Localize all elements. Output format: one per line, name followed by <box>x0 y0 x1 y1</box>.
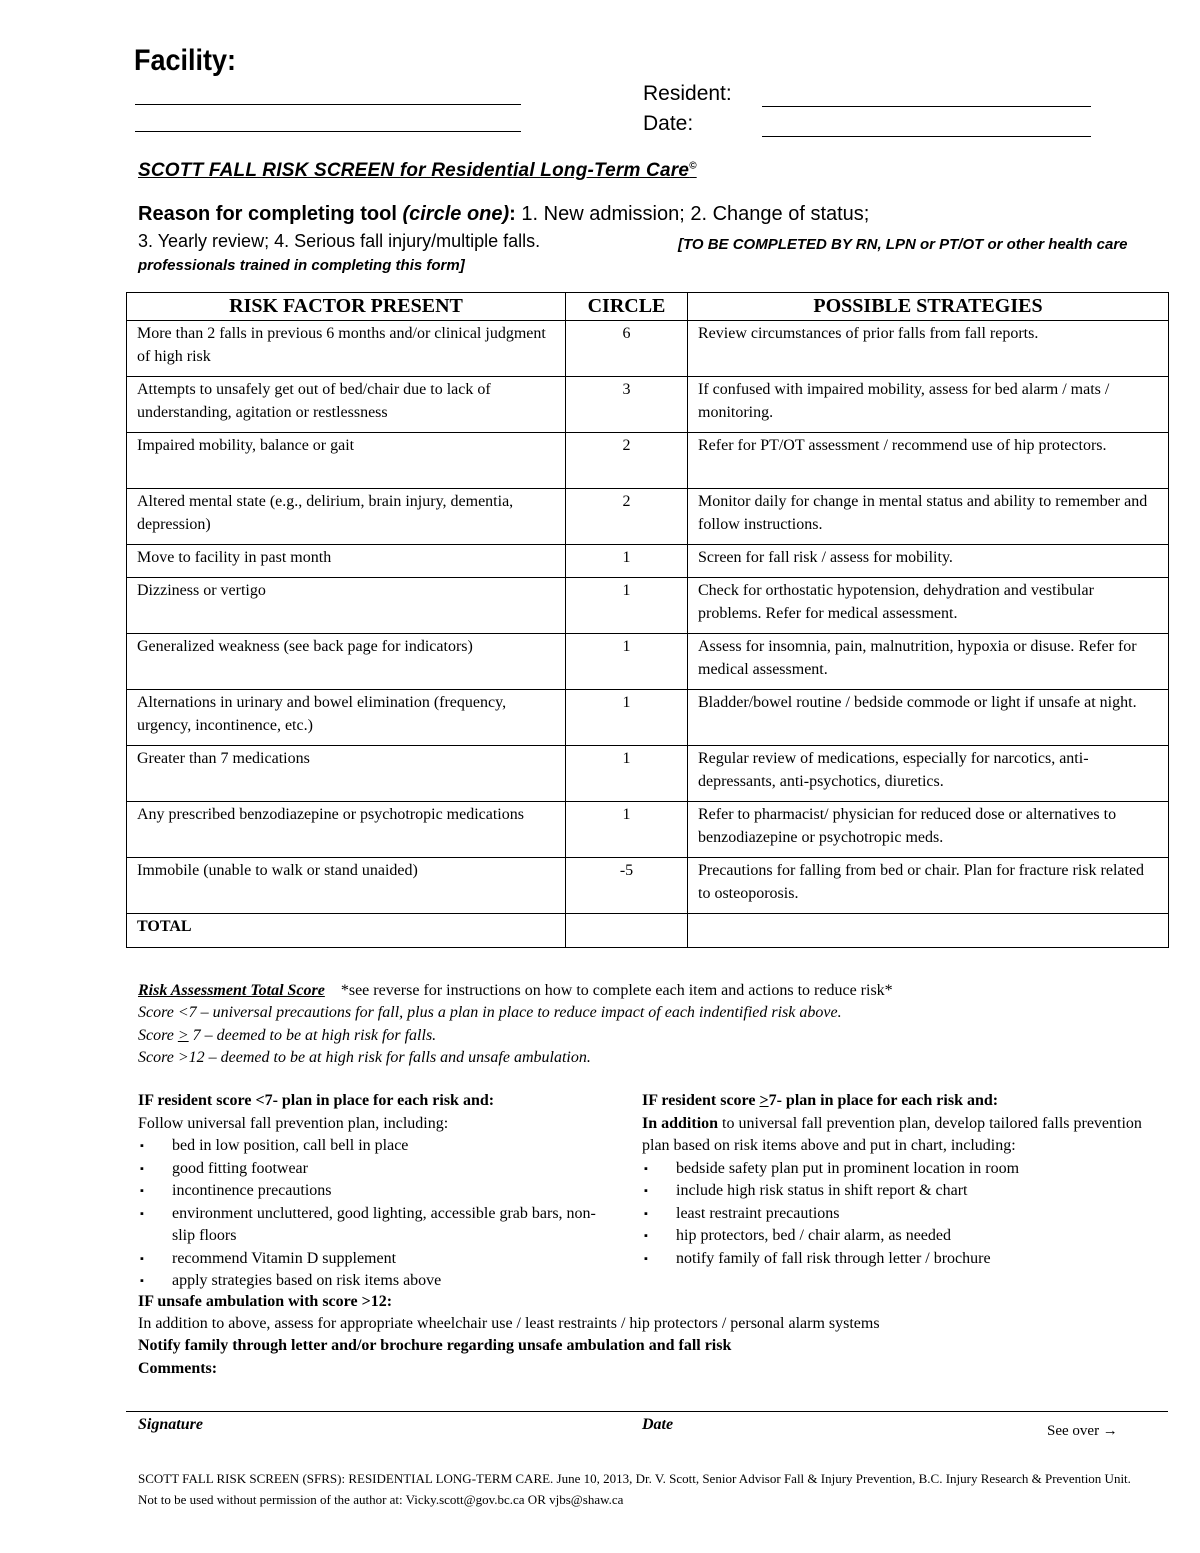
table-row <box>127 489 1169 545</box>
score-cell[interactable]: 1 <box>566 746 688 802</box>
table-row <box>127 433 1169 489</box>
facility-line-2[interactable] <box>135 131 521 132</box>
risk-factor-cell: More than 2 falls in previous 6 months and/or clinical judgment of high risk <box>127 321 566 377</box>
high-risk-plan-intro: In addition to universal fall prevention plan, develop tailored falls prevention plan based on risk items above and put in chart, including: <box>642 1114 1142 1154</box>
strategy-cell: Precautions for falling from bed or chair. Plan for fracture risk related to osteoporosis. <box>688 858 1169 914</box>
list-item: ▪ recommend Vitamin D supplement <box>140 1249 397 1267</box>
strategy-cell: Assess for insomnia, pain, malnutrition, hypoxia or disuse. Refer for medical assessment. <box>688 634 1169 690</box>
risk-factor-cell: Impaired mobility, balance or gait <box>127 433 566 489</box>
score-cell[interactable]: 1 <box>566 690 688 746</box>
strategy-cell: Screen for fall risk / assess for mobility. <box>688 545 1169 578</box>
signature-date-label: Date <box>642 1416 674 1433</box>
date-field[interactable] <box>762 136 1091 137</box>
header-strategies: POSSIBLE STRATEGIES <box>688 293 1169 321</box>
total-score-field[interactable] <box>566 914 688 948</box>
strategy-cell: If confused with impaired mobility, assess for bed alarm / mats / monitoring. <box>688 377 1169 433</box>
list-item: ▪ notify family of fall risk through letter / brochure <box>644 1249 991 1267</box>
list-item: ▪ least restraint precautions <box>644 1204 840 1222</box>
risk-factor-cell: Generalized weakness (see back page for indicators) <box>127 634 566 690</box>
signature-label: Signature <box>138 1416 203 1433</box>
strategy-cell: Check for orthostatic hypotension, dehydration and vestibular problems. Refer for medical assessment. <box>688 578 1169 634</box>
risk-factor-cell: Dizziness or vertigo <box>127 578 566 634</box>
table-row <box>127 858 1169 914</box>
risk-factor-cell: Immobile (unable to walk or stand unaided) <box>127 858 566 914</box>
score-cell[interactable]: 2 <box>566 489 688 545</box>
list-item: ▪ environment uncluttered, good lighting, accessible grab bars, non-slip floors <box>140 1204 596 1244</box>
list-item: ▪ hip protectors, bed / chair alarm, as needed <box>644 1227 951 1244</box>
header-risk-factor: RISK FACTOR PRESENT <box>127 293 566 321</box>
list-item: ▪ apply strategies based on risk items above <box>140 1272 442 1289</box>
score-cell[interactable]: 6 <box>566 321 688 377</box>
table-row <box>127 321 1169 377</box>
low-risk-plan-intro: Follow universal fall prevention plan, including: <box>138 1114 449 1132</box>
low-risk-plan <box>138 1090 616 1293</box>
strategy-cell: Bladder/bowel routine / bedside commode or light if unsafe at night. <box>688 690 1169 746</box>
resident-field[interactable] <box>762 106 1091 107</box>
score-cell[interactable]: -5 <box>566 858 688 914</box>
table-row <box>127 690 1169 746</box>
table-row <box>127 377 1169 433</box>
table-row <box>127 545 1169 578</box>
unsafe-ambulation-heading: IF unsafe ambulation with score >12: <box>138 1293 393 1310</box>
risk-factor-cell: Attempts to unsafely get out of bed/chair due to lack of understanding, agitation or restlessness <box>127 377 566 433</box>
list-item: ▪ incontinence precautions <box>140 1182 332 1199</box>
reason-note: [TO BE COMPLETED BY RN, LPN or PT/OT or other health care professionals trained in completing this form] <box>138 236 1128 274</box>
form-title: SCOTT FALL RISK SCREEN for Residential Long-Term Care© <box>138 160 697 181</box>
score-rule-low: Score <7 – universal precautions for fall, plus a plan in place to reduce impact of each indentified risk above. <box>138 1004 842 1021</box>
risk-assessment-score-line: Risk Assessment Total Score *see reverse for instructions on how to complete each item and actions to reduce risk* <box>138 982 893 999</box>
total-label: TOTAL <box>127 914 566 948</box>
reason-line-2: 3. Yearly review; 4. Serious fall injury/multiple falls. <box>138 231 541 251</box>
risk-factor-cell: Altered mental state (e.g., delirium, brain injury, dementia, depression) <box>127 489 566 545</box>
high-risk-plan <box>642 1090 1152 1270</box>
score-cell[interactable]: 1 <box>566 578 688 634</box>
risk-factor-cell: Any prescribed benzodiazepine or psychotropic medications <box>127 802 566 858</box>
strategy-cell: Refer for PT/OT assessment / recommend use of hip protectors. <box>688 433 1169 489</box>
score-rule-high: Score > 7 – deemed to be at high risk for falls. <box>138 1027 437 1044</box>
score-cell[interactable]: 3 <box>566 377 688 433</box>
unsafe-ambulation-line: In addition to above, assess for appropriate wheelchair use / least restraints / hip protectors / personal alarm systems <box>138 1315 880 1332</box>
reason-line-1: Reason for completing tool (circle one): 1. New admission; 2. Change of status; <box>138 203 870 225</box>
table-row <box>127 802 1169 858</box>
strategy-cell: Monitor daily for change in mental status and ability to remember and follow instructions. <box>688 489 1169 545</box>
resident-label: Resident: <box>643 82 732 105</box>
facility-line-1[interactable] <box>135 104 521 105</box>
total-row <box>127 914 1169 948</box>
table-row <box>127 746 1169 802</box>
comments-label: Comments: <box>138 1360 218 1377</box>
notify-family-line: Notify family through letter and/or brochure regarding unsafe ambulation and fall risk <box>138 1337 732 1354</box>
total-strategy-field <box>688 914 1169 948</box>
see-over-link[interactable]: See over → <box>1047 1423 1118 1439</box>
risk-factor-cell: Move to facility in past month <box>127 545 566 578</box>
risk-assessment-label: Risk Assessment Total Score <box>138 982 325 999</box>
list-item: ▪ bed in low position, call bell in place <box>140 1137 409 1154</box>
strategy-cell: Regular review of medications, especially for narcotics, anti-depressants, anti-psychotics, diuretics. <box>688 746 1169 802</box>
high-risk-plan-heading: IF resident score >7- plan in place for each risk and: <box>642 1092 999 1109</box>
risk-factor-cell: Greater than 7 medications <box>127 746 566 802</box>
signature-line[interactable] <box>126 1411 1168 1412</box>
list-item: ▪ good fitting footwear <box>140 1159 308 1177</box>
low-risk-plan-heading: IF resident score <7- plan in place for each risk and: <box>138 1092 495 1109</box>
list-item: ▪ bedside safety plan put in prominent location in room <box>644 1159 1020 1177</box>
list-item: ▪ include high risk status in shift report & chart <box>644 1182 968 1199</box>
strategy-cell: Refer to pharmacist/ physician for reduced dose or alternatives to benzodiazepine or psychotropic meds. <box>688 802 1169 858</box>
table-row <box>127 578 1169 634</box>
header-circle: CIRCLE <box>566 293 688 321</box>
date-label: Date: <box>643 112 694 135</box>
score-cell[interactable]: 1 <box>566 634 688 690</box>
score-rule-unsafe: Score >12 – deemed to be at high risk for falls and unsafe ambulation. <box>138 1049 591 1066</box>
score-cell[interactable]: 1 <box>566 545 688 578</box>
risk-factor-table <box>126 292 1169 948</box>
score-cell[interactable]: 2 <box>566 433 688 489</box>
strategy-cell: Review circumstances of prior falls from fall reports. <box>688 321 1169 377</box>
table-header-row <box>127 293 1169 321</box>
footer-citation: SCOTT FALL RISK SCREEN (SFRS): RESIDENTIAL LONG-TERM CARE. June 10, 2013, Dr. V. Scott, Senior Advisor Fall & Injury Prevention, B.C. Injury Research & Prevention Unit. Not to be used without permission of the author at: Vicky.scott@gov.bc.ca OR vjbs@shaw.ca <box>138 1471 1131 1507</box>
facility-label: Facility: <box>134 44 237 77</box>
risk-factor-cell: Alternations in urinary and bowel elimination (frequency, urgency, incontinence, etc.) <box>127 690 566 746</box>
score-cell[interactable]: 1 <box>566 802 688 858</box>
table-row <box>127 634 1169 690</box>
